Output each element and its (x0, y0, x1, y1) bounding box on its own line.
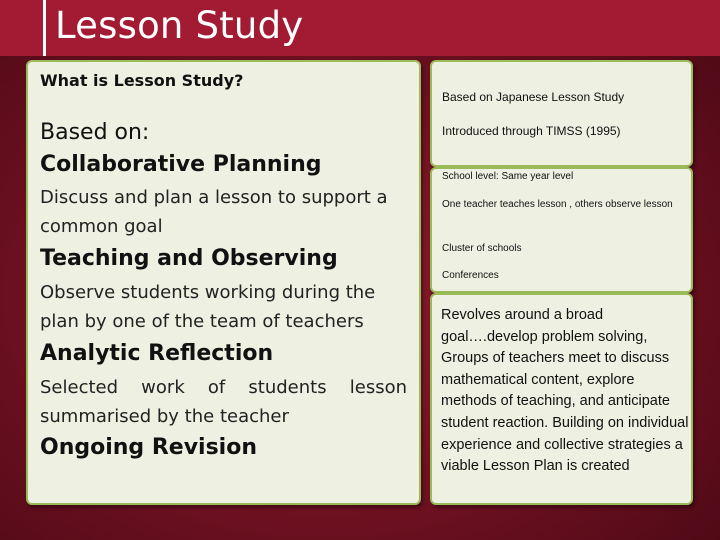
section-heading-ongoing-revision: Ongoing Revision (40, 435, 257, 460)
section-text-analytic-reflection: Selected work of students lesson summarised by the teacher (40, 377, 407, 427)
question-heading: What is Lesson Study? (40, 71, 244, 90)
left-content-panel (26, 60, 421, 505)
teacher-observe-text: One teacher teaches lesson , others observe lesson (442, 199, 673, 210)
cluster-text: Cluster of schools (442, 243, 522, 254)
middle-right-panel (430, 167, 693, 293)
section-heading-analytic-reflection: Analytic Reflection (40, 341, 274, 366)
section-text-teaching-observing: Observe students working during the plan by one of the team of teachers (40, 282, 376, 332)
japanese-origin-text: Based on Japanese Lesson Study (442, 90, 625, 104)
school-level-text: School level: Same year level (442, 171, 574, 182)
top-right-panel (430, 60, 693, 167)
slide-title: Lesson Study (55, 4, 304, 47)
conferences-text: Conferences (442, 270, 499, 281)
section-heading-teaching-observing: Teaching and Observing (40, 246, 338, 271)
lesson-plan-description: Revolves around a broad goal….develop problem solving, Groups of teachers meet to discuss mathematical content, explore methods of teaching, and anticipate student reaction. Building on individual experience and collective strategies a viable Lesson Plan is created (441, 307, 689, 475)
section-heading-collaborative-planning: Collaborative Planning (40, 152, 322, 177)
bottom-right-panel (430, 293, 693, 505)
timss-text: Introduced through TIMSS (1995) (442, 124, 621, 138)
section-text-collaborative-planning: Discuss and plan a lesson to support a common goal (40, 187, 388, 237)
based-on-label: Based on: (40, 120, 150, 145)
title-divider (43, 0, 46, 56)
